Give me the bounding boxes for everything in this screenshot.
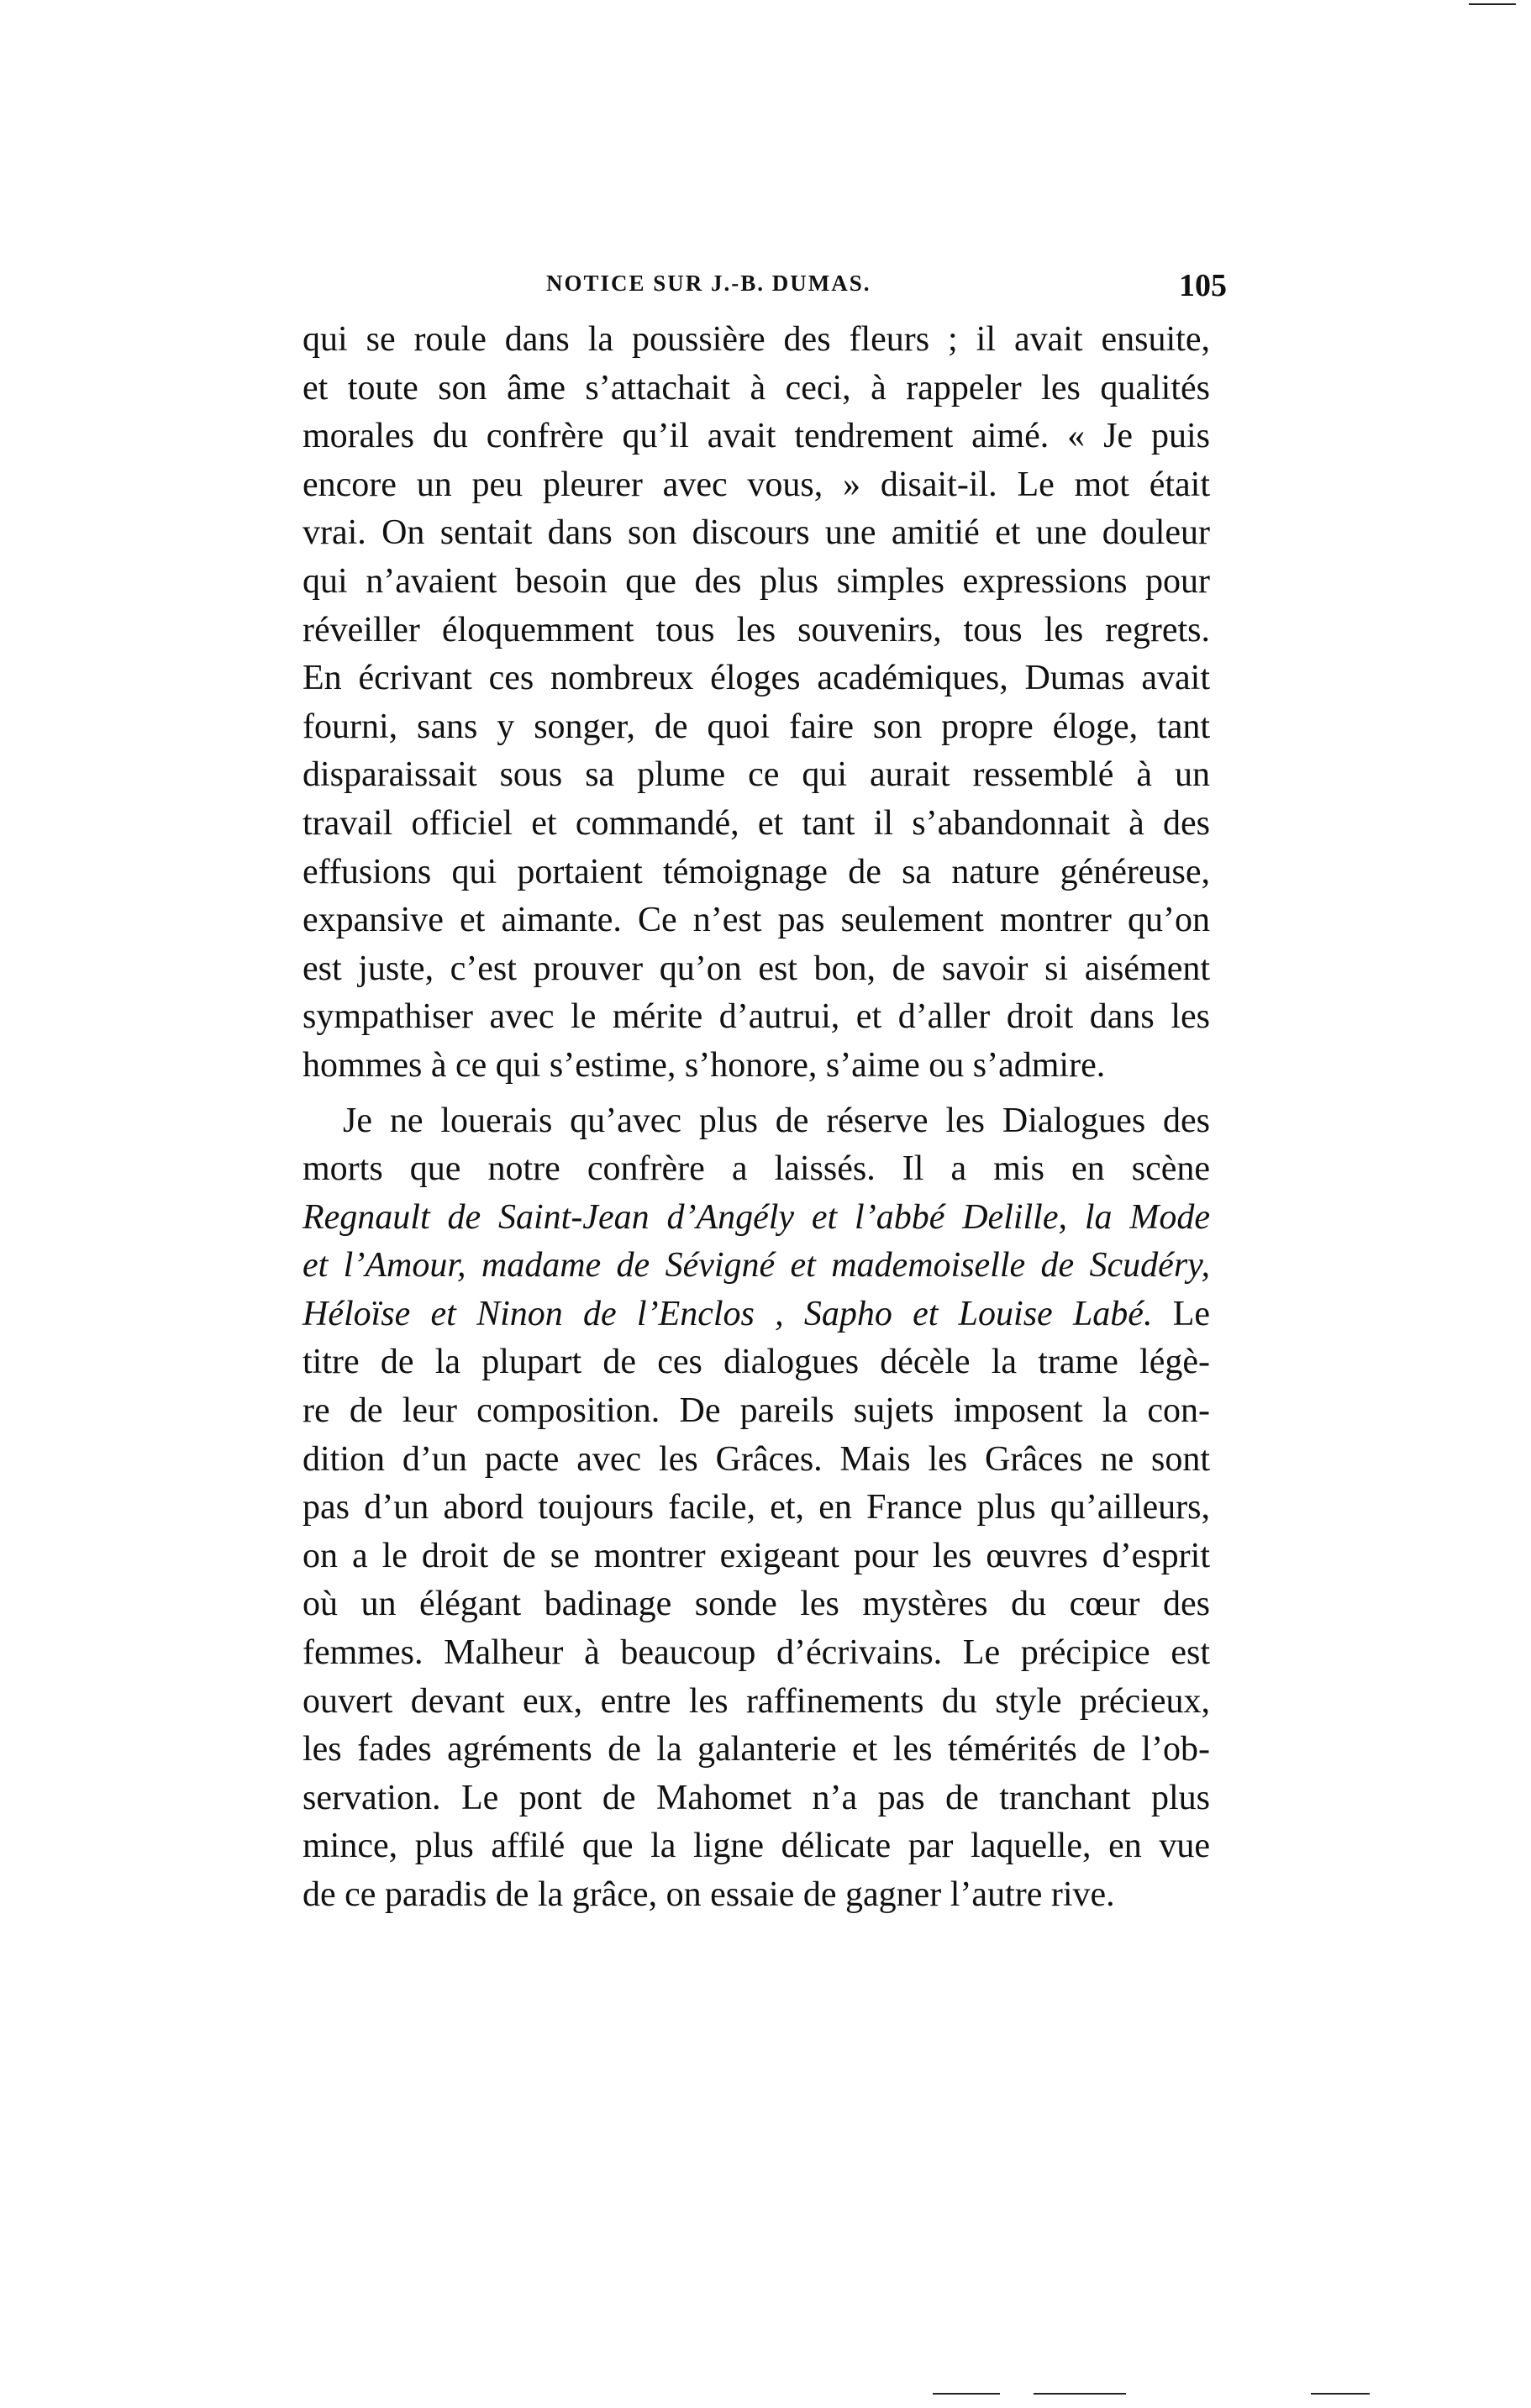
text-line: réveiller éloquemment tous les souvenirs, tous les regrets. [303, 610, 1210, 649]
text-line: servation. Le pont de Mahomet n’a pas de tranchant plus [303, 1778, 1210, 1817]
bottom-edge-rule [933, 2393, 1000, 2395]
page-number: 105 [1179, 268, 1227, 303]
text-line: fourni, sans y songer, de quoi faire son propre éloge, tant [303, 707, 1210, 746]
text-line: encore un peu pleurer avec vous, » disait-il. Le mot était [303, 465, 1210, 504]
text-line: titre de la plupart de ces dialogues décèle la trame légè- [303, 1343, 1210, 1382]
text-line: pas d’un abord toujours facile, et, en France plus qu’ailleurs, [303, 1488, 1210, 1527]
paragraph-2 [303, 1097, 1210, 1920]
bottom-edge-rule [1311, 2393, 1370, 2395]
text-line: dition d’un pacte avec les Grâces. Mais les Grâces ne sont [303, 1439, 1210, 1479]
body-text [303, 316, 1210, 1920]
text-line: où un élégant badinage sonde les mystères du cœur des [303, 1585, 1210, 1624]
text-line: est juste, c’est prouver qu’on est bon, de savoir si aisément [303, 949, 1210, 988]
text-line: Je ne louerais qu’avec plus de réserve les Dialogues des [343, 1101, 1210, 1140]
text-line: effusions qui portaient témoignage de sa nature généreuse, [303, 852, 1210, 891]
text-line: travail officiel et commandé, et tant il s’abandonnait à des [303, 803, 1210, 843]
bottom-edge-rule [1034, 2393, 1126, 2395]
text-line-italic: Regnault de Saint-Jean d’Angély et l’abbé Delille, la Mode [303, 1197, 1210, 1237]
text-line: femmes. Malheur à beaucoup d’écrivains. Le précipice est [303, 1633, 1210, 1673]
running-title: NOTICE SUR J.-B. DUMAS. [546, 271, 871, 296]
paragraph-1 [303, 316, 1210, 1091]
text-line: on a le droit de se montrer exigeant pour les œuvres d’esprit [303, 1536, 1210, 1575]
roman-word: Le [1152, 1294, 1210, 1333]
text-line: ouvert devant eux, entre les raffinements du style précieux, [303, 1681, 1210, 1721]
text-line: les fades agréments de la galanterie et les témérités de l’ob- [303, 1730, 1210, 1769]
text-line: de ce paradis de la grâce, on essaie de gagner l’autre rive. [303, 1875, 1115, 1914]
text-line: morales du confrère qu’il avait tendrement aimé. « Je puis [303, 417, 1210, 456]
text-line: qui n’avaient besoin que des plus simples expressions pour [303, 561, 1210, 601]
text-line: qui se roule dans la poussière des fleurs ; il avait ensuite, [303, 320, 1210, 359]
text-line: disparaissait sous sa plume ce qui aurait ressemblé à un [303, 755, 1210, 795]
text-line: expansive et aimante. Ce n’est pas seulement montrer qu’on [303, 901, 1210, 940]
text-line: vrai. On sentait dans son discours une amitié et une douleur [303, 513, 1210, 553]
text-line: re de leur composition. De pareils sujets imposent la con- [303, 1391, 1210, 1431]
text-line: hommes à ce qui s’estime, s’honore, s’aime ou s’admire. [303, 1045, 1106, 1085]
text-line: En écrivant ces nombreux éloges académiques, Dumas avait [303, 659, 1210, 698]
italic-names: Héloïse et Ninon de l’Enclos , Sapho et Louise Labé. [303, 1294, 1153, 1333]
top-edge-rule [1469, 3, 1516, 5]
text-line-italic: et l’Amour, madame de Sévigné et mademoiselle de Scudéry, [303, 1246, 1210, 1285]
text-line: mince, plus affilé que la ligne délicate par laquelle, en vue [303, 1827, 1210, 1866]
text-line-mixed [303, 1291, 1210, 1339]
running-head [303, 267, 1227, 309]
text-line: sympathiser avec le mérite d’autrui, et d’aller droit dans les [303, 997, 1210, 1037]
text-line: morts que notre confrère a laissés. Il a mis en scène [303, 1149, 1210, 1189]
text-line: et toute son âme s’attachait à ceci, à rappeler les qualités [303, 368, 1210, 407]
